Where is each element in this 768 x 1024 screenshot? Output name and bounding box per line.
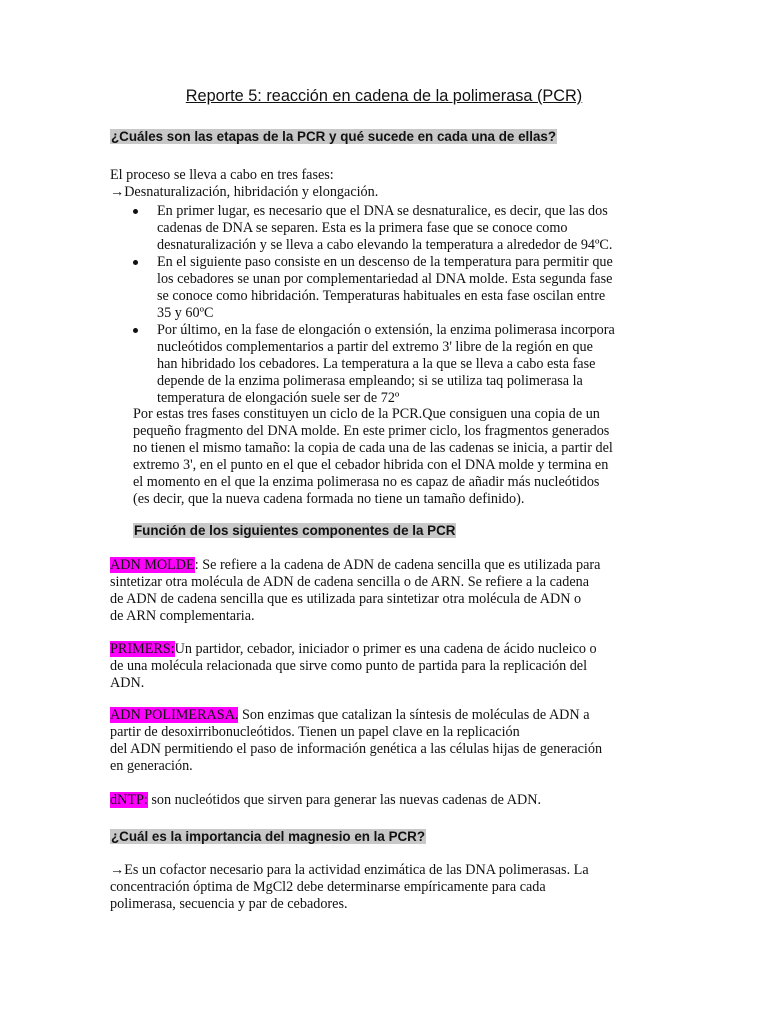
paragraph-line: →Es un cofactor necesario para la actividad enzimática de las DNA polimerasas. La [110,862,589,878]
list-item-line: nucleótidos complementarios a partir del extremo 3' libre de la región en que [157,339,593,355]
list-item-line: se conoce como hibridación. Temperaturas habituales en esta fase oscilan entre [157,288,606,304]
question-magnesium: ¿Cuál es la importancia del magnesio en la PCR? [111,829,426,844]
list-item [133,254,673,322]
paragraph-line: pequeño fragmento del DNA molde. En este primer ciclo, los fragmentos generados [133,423,610,439]
bullet-icon [133,209,138,214]
paragraph-line: Por estas tres fases constituyen un ciclo de la PCR.Que consiguen una copia de un [133,406,600,422]
term-adn-polimerasa: ADN POLIMERASA. [110,707,239,723]
list-item-line: desnaturalización y se lleva a cabo elevando la temperatura a alrededor de 94ºC. [157,237,613,253]
component-adn-polimerasa [110,707,670,775]
definition-line: del ADN permitiendo el paso de información genética a las células hijas de generación [110,741,603,757]
question-stages: ¿Cuáles son las etapas de la PCR y qué sucede en cada una de ellas? [111,129,557,144]
intro-line: El proceso se lleva a cabo en tres fases: [110,167,334,183]
term-adn-molde: ADN MOLDE [110,557,195,573]
definition-line: ADN. [110,675,145,691]
list-item-line: Por último, en la fase de elongación o extensión, la enzima polimerasa incorpora [157,322,615,338]
paragraph-line: extremo 3', en el punto en el que el cebador hibrida con el DNA molde y termina en [133,457,609,473]
list-item-line: En el siguiente paso consiste en un descenso de la temperatura para permitir que [157,254,613,270]
definition-line: de ARN complementaria. [110,608,255,624]
component-adn-molde [110,557,670,625]
list-item-line: han hibridado los cebadores. La temperatura a la que se lleva a cabo esta fase [157,356,596,372]
component-primers [110,641,670,692]
paragraph-line: concentración óptima de MgCl2 debe determinarse empíricamente para cada [110,879,546,895]
term-primers: PRIMERS: [110,641,175,657]
question-components: Función de los siguientes componentes de la PCR [134,523,456,538]
intro-line: →Desnaturalización, hibridación y elongación. [110,184,379,200]
intro-paragraph [110,167,670,201]
paragraph-line: (es decir, que la nueva cadena formada no tiene un tamaño definido). [133,491,525,507]
list-item-line: En primer lugar, es necesario que el DNA se desnaturalice, es decir, que las dos [157,203,608,219]
phase-list [133,203,673,407]
definition-line: son nucleótidos que sirven para generar las nuevas cadenas de ADN. [147,792,542,808]
definition-line: : Se refiere a la cadena de ADN de cadena sencilla que es utilizada para [194,557,601,573]
cycle-paragraph [133,406,673,508]
definition-line: en generación. [110,758,193,774]
list-item-line: 35 y 60ºC [157,305,214,321]
definition-line: Un partidor, cebador, iniciador o primer es una cadena de ácido nucleico o [174,641,597,657]
list-item [133,322,673,407]
definition-line: Son enzimas que catalizan la síntesis de moléculas de ADN a [238,707,590,723]
component-dntp [110,792,670,809]
definition-line: partir de desoxirribonucleótidos. Tienen un papel clave en la replicación [110,724,520,740]
magnesium-paragraph [110,862,670,913]
bullet-icon [133,260,138,265]
list-item-line: cadenas de DNA se separen. Esta es la primera fase que se conoce como [157,220,568,236]
paragraph-line: polimerasa, secuencia y par de cebadores. [110,896,348,912]
list-item-line: los cebadores se unan por complementariedad al DNA molde. Esta segunda fase [157,271,613,287]
list-item-line: depende de la enzima polimerasa empleando; si se utiliza taq polimerasa la [157,373,583,389]
definition-line: sintetizar otra molécula de ADN de cadena sencilla o de ARN. Se refiere a la cadena [110,574,590,590]
page-title: Reporte 5: reacción en cadena de la polimerasa (PCR) [185,87,583,105]
list-item-line: temperatura de elongación suele ser de 72º [157,390,400,406]
bullet-icon [133,328,138,333]
term-dntp: dNTP: [110,792,148,808]
paragraph-line: el momento en el que la enzima polimerasa no es capaz de añadir más nucleótidos [133,474,600,490]
paragraph-line: no tienen el mismo tamaño: la copia de cada una de las cadenas se inicia, a partir del [133,440,613,456]
definition-line: de ADN de cadena sencilla que es utilizada para sintetizar otra molécula de ADN o [110,591,582,607]
definition-line: de una molécula relacionada que sirve como punto de partida para la replicación del [110,658,588,674]
list-item [133,203,673,254]
